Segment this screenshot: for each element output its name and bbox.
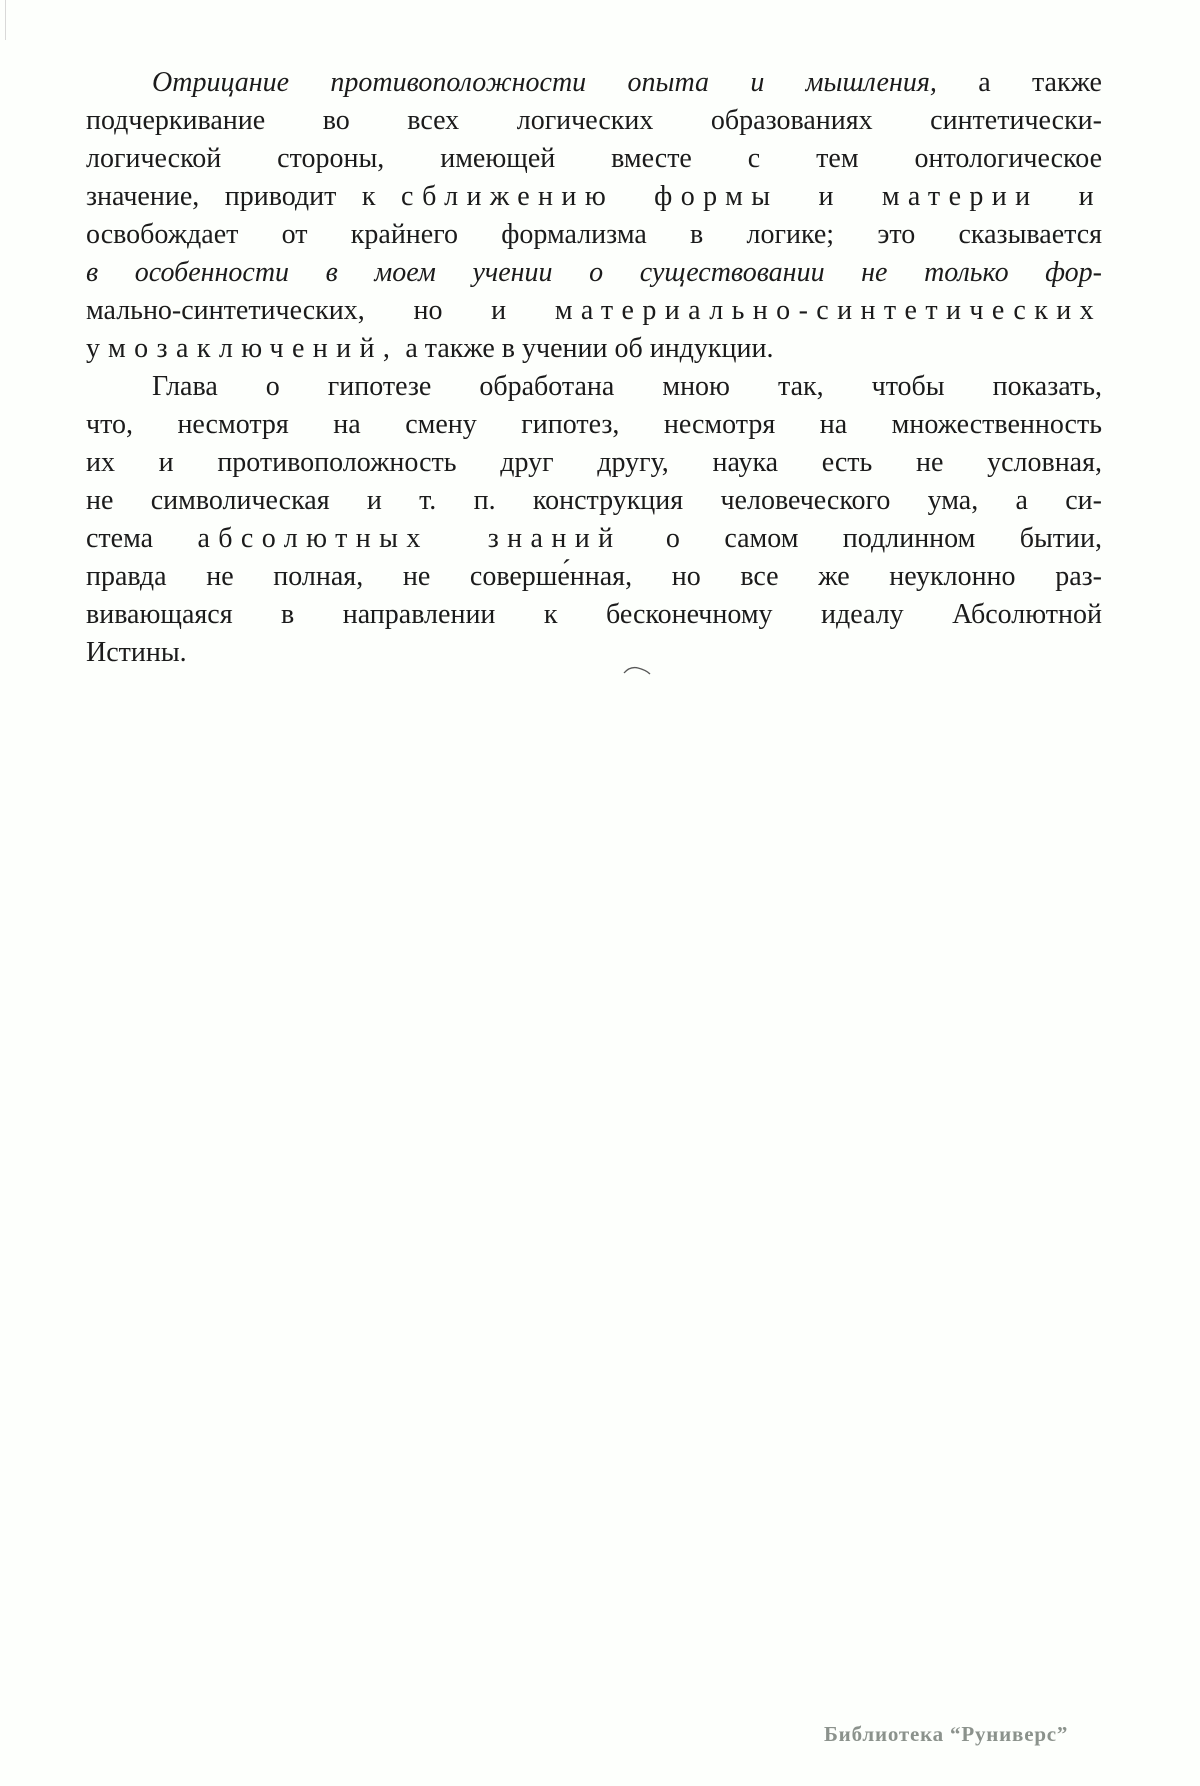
scan-artifact [622, 663, 652, 677]
text-segment-spaced: сближению формы и материи и [400, 181, 1102, 212]
text-line [86, 596, 1102, 634]
text-segment-regular: подчеркивание во всех логических образованиях синтетически- [86, 105, 1102, 136]
text-segment-regular: а также [936, 67, 1102, 98]
text-segment-regular: мально-синтетических, но и [86, 295, 555, 326]
text-line [86, 64, 1102, 102]
text-line [86, 520, 1102, 558]
body-text [86, 64, 1102, 672]
text-segment-regular: их и противоположность друг другу, наука есть не условная, [86, 447, 1102, 478]
text-line [86, 330, 1102, 368]
paragraph [86, 64, 1102, 368]
text-line [86, 444, 1102, 482]
text-line [86, 216, 1102, 254]
text-line [86, 254, 1102, 292]
text-segment-regular: не символическая и т. п. конструкция человеческого ума, а си- [86, 485, 1102, 516]
text-segment-regular: освобождает от крайнего формализма в логике; это сказывается [86, 219, 1102, 250]
text-segment-regular: правда не полная, не соверше́нная, но все же неуклонно раз- [86, 561, 1102, 592]
text-segment-regular: Истины. [86, 637, 187, 668]
text-segment-italic: Отрицание противоположности опыта и мышления, [152, 67, 937, 98]
text-segment-regular: что, несмотря на смену гипотез, несмотря на множественность [86, 409, 1102, 440]
text-segment-regular: о самом подлинном бытии, [621, 523, 1103, 554]
text-line [86, 482, 1102, 520]
watermark-runivers: Библиотека “Руниверс” [824, 1722, 1069, 1746]
paragraph [86, 368, 1102, 672]
text-segment-regular: вивающаяся в направлении к бесконечному идеалу Абсолютной [86, 599, 1102, 630]
text-segment-spaced: материально-синтетических [554, 295, 1102, 326]
text-segment-regular: стема [86, 523, 198, 554]
text-segment-regular: Глава о гипотезе обработана мною так, чтобы показать, [152, 371, 1102, 402]
text-line [86, 140, 1102, 178]
text-line [86, 178, 1102, 216]
scan-edge-line [5, 0, 6, 40]
text-segment-spaced: умозаключений, [86, 333, 399, 364]
text-segment-regular: логической стороны, имеющей вместе с тем онтологическое [86, 143, 1102, 174]
text-line [86, 634, 1102, 672]
text-segment-regular: а также в учении об индукции. [398, 333, 774, 364]
text-segment-spaced: абсолютных знаний [197, 523, 622, 554]
text-line [86, 102, 1102, 140]
text-segment-regular: значение, приводит к [86, 181, 401, 212]
text-line [86, 368, 1102, 406]
text-line [86, 406, 1102, 444]
text-segment-italic: в особенности в моем учении о существовании не только фор- [86, 257, 1102, 288]
text-line [86, 292, 1102, 330]
text-line [86, 558, 1102, 596]
